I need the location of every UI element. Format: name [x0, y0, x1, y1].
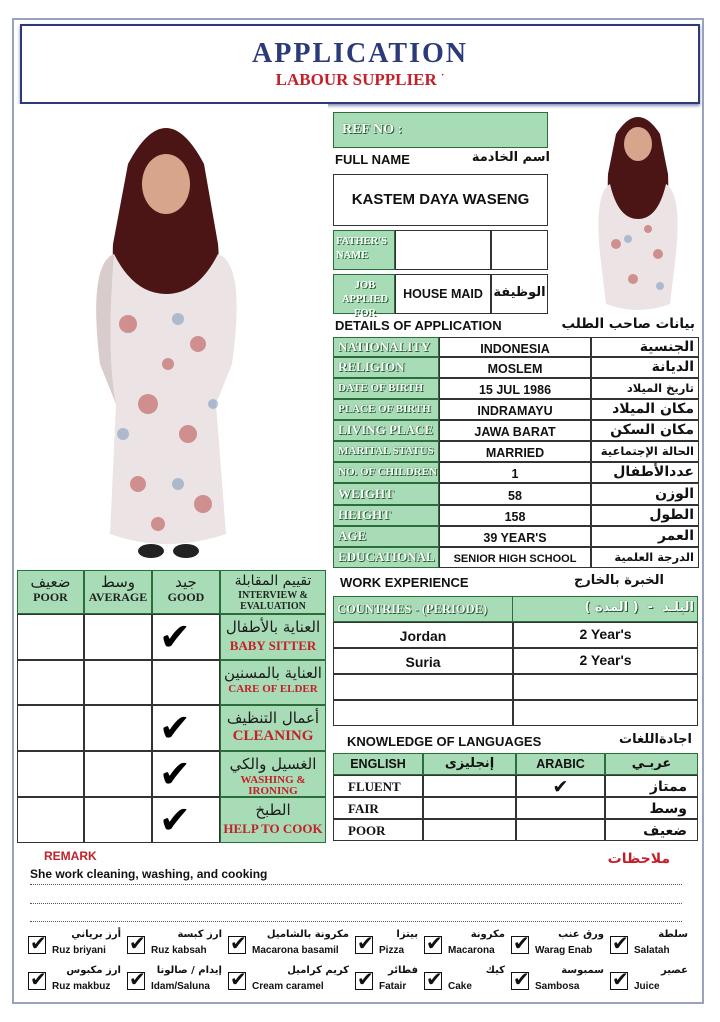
evaluation-skill-ar: العناية بالمسنين	[224, 664, 322, 682]
detail-label-ar: العمر	[591, 526, 699, 547]
job-label-ar-box	[491, 274, 548, 314]
details-title-ar: بيانات صاحب الطلب	[561, 316, 695, 332]
language-level-ar: ممتاز	[605, 775, 698, 797]
work-experience-title: WORK EXPERIENCE	[340, 575, 469, 590]
food-label-en: Salatah	[634, 945, 670, 956]
evaluation-skill-ar: الطبخ	[255, 801, 291, 819]
food-item[interactable]	[610, 964, 690, 998]
detail-label-ar: الدرجة العلمية	[591, 547, 699, 568]
detail-label-ar: مكان السكن	[591, 420, 699, 441]
evaluation-skill-en: CARE OF ELDER	[228, 683, 318, 695]
detail-label-ar: الطول	[591, 505, 699, 526]
language-arabic-cell	[516, 819, 605, 841]
language-header-english-ar: إنجليزى	[423, 753, 516, 775]
evaluation-cell	[17, 751, 84, 797]
check-mark-icon: ✔	[357, 967, 374, 991]
evaluation-cell	[84, 705, 152, 751]
languages-title-ar: اجادةاللغات	[619, 732, 692, 747]
food-checkbox[interactable]	[511, 931, 530, 955]
remark-line-2	[30, 903, 682, 904]
detail-row	[333, 420, 699, 441]
food-checkbox[interactable]	[355, 967, 374, 991]
check-mark-icon: ✔	[513, 931, 530, 955]
language-header-arabic-ar: عربـي	[605, 753, 698, 775]
food-label-en: Cake	[448, 981, 472, 992]
detail-label-ar: الديانة	[591, 357, 699, 378]
language-level: FLUENT	[333, 775, 423, 797]
ref-no-box	[333, 112, 548, 148]
food-item[interactable]	[424, 928, 507, 962]
check-mark-icon: ✔	[30, 967, 47, 991]
detail-value: SENIOR HIGH SCHOOL	[439, 547, 591, 568]
language-arabic-cell	[516, 797, 605, 819]
work-country: Suria	[333, 648, 513, 674]
languages-title: KNOWLEDGE OF LANGUAGES	[347, 734, 542, 749]
fathers-name-label: FATHER'S NAME	[336, 236, 387, 261]
work-experience-header-en: COUNTRIES - (PERIODE)	[337, 602, 488, 616]
detail-value: INDONESIA	[439, 337, 591, 357]
remark-line-3	[30, 921, 682, 922]
evaluation-header-en: POOR	[33, 590, 68, 604]
work-experience-title-ar: الخبرة بالخارج	[573, 573, 664, 588]
food-item[interactable]	[511, 964, 606, 998]
check-mark-icon: ✔	[230, 967, 247, 991]
detail-row	[333, 505, 699, 526]
details-title: DETAILS OF APPLICATION	[335, 318, 502, 333]
detail-row	[333, 462, 699, 483]
evaluation-cell	[84, 751, 152, 797]
detail-value: JAWA BARAT	[439, 420, 591, 441]
full-name-label: FULL NAME	[335, 152, 410, 167]
check-mark-icon: ✔	[230, 931, 247, 955]
food-label-ar: عصير	[661, 965, 688, 976]
check-mark-icon: ✔	[426, 931, 443, 955]
job-label-box	[333, 274, 395, 319]
detail-label-ar: الحالة الإجتماعية	[591, 441, 699, 462]
evaluation-table	[17, 570, 326, 845]
evaluation-skill-ar: الغسيل والكي	[229, 755, 317, 773]
evaluation-skill-en: CLEANING	[232, 728, 314, 744]
full-name-value: KASTEM DAYA WASENG	[351, 191, 530, 208]
food-label-en: Idam/Saluna	[151, 981, 210, 992]
language-english-cell	[423, 819, 516, 841]
evaluation-skill-en: BABY SITTER	[229, 638, 317, 653]
detail-row	[333, 378, 699, 399]
work-country	[333, 674, 513, 700]
check-mark-icon: ✔	[30, 931, 47, 955]
full-name-box	[333, 174, 548, 226]
food-item[interactable]	[511, 928, 606, 962]
food-label-en: Fatair	[379, 981, 407, 992]
food-item[interactable]	[127, 928, 224, 962]
food-label-en: Warag Enab	[535, 945, 593, 956]
food-label-ar: كريم كراميل	[287, 965, 349, 976]
evaluation-header-cell	[17, 570, 84, 614]
ref-no-label: REF NO :	[342, 122, 403, 137]
food-label-ar: سمبوسة	[561, 965, 604, 976]
detail-label: AGE	[333, 526, 439, 547]
food-checkbox[interactable]	[228, 931, 247, 955]
work-country: Jordan	[333, 622, 513, 648]
check-mark-icon: ✔	[159, 752, 191, 796]
food-label-ar: سلطة	[658, 929, 688, 940]
remark-text: She work cleaning, washing, and cooking	[30, 867, 268, 881]
detail-label: HEIGHT	[333, 505, 439, 526]
food-label-ar: أرز برياني	[71, 929, 121, 940]
evaluation-header-cell	[84, 570, 152, 614]
food-label-en: Ruz makbuz	[52, 981, 111, 992]
header-box	[20, 24, 700, 104]
evaluation-cell	[84, 797, 152, 843]
detail-label: EDUCATIONAL	[333, 547, 439, 568]
job-label: JOB APPLIED FOR	[341, 280, 389, 319]
evaluation-header-ar: تقييم المقابلة	[234, 573, 312, 589]
check-mark-icon: ✔	[129, 967, 146, 991]
detail-label-ar: تاريخ الميلاد	[591, 378, 699, 399]
food-item[interactable]	[228, 928, 351, 962]
food-checkbox[interactable]	[610, 967, 629, 991]
remark-label: REMARK	[44, 849, 97, 863]
detail-value: 158	[439, 505, 591, 526]
evaluation-skill-en: WASHING & IRONING	[240, 774, 306, 797]
food-checkbox[interactable]	[610, 931, 629, 955]
job-value: HOUSE MAID	[403, 287, 483, 301]
page-title: APPLICATION	[252, 38, 468, 69]
evaluation-cell	[152, 614, 220, 660]
detail-row	[333, 357, 699, 378]
evaluation-skill-cell	[220, 614, 326, 660]
detail-label: DATE OF BIRTH	[333, 378, 439, 399]
food-item[interactable]	[28, 928, 123, 962]
evaluation-skill-cell	[220, 751, 326, 797]
food-item[interactable]	[610, 928, 690, 962]
check-mark-icon: ✔	[159, 615, 191, 659]
detail-value: INDRAMAYU	[439, 399, 591, 420]
evaluation-cell	[152, 751, 220, 797]
food-label-ar: مكرونة بالشاميل	[266, 929, 349, 940]
detail-label: WEIGHT	[333, 483, 439, 505]
food-checkbox[interactable]	[127, 967, 146, 991]
food-checkbox[interactable]	[424, 931, 443, 955]
evaluation-header-ar: وسط	[100, 573, 136, 591]
evaluation-cell	[152, 797, 220, 843]
evaluation-cell	[17, 614, 84, 660]
fathers-name-value	[395, 230, 491, 270]
food-item[interactable]	[424, 964, 507, 998]
evaluation-skill-ar: العناية بالأطفال	[225, 618, 321, 636]
food-label-ar: ارز كبسة	[177, 929, 222, 940]
food-checkbox[interactable]	[511, 967, 530, 991]
full-body-photo	[18, 104, 328, 570]
detail-row	[333, 526, 699, 547]
evaluation-cell	[17, 705, 84, 751]
remark-line-1	[30, 884, 682, 885]
food-checkbox[interactable]	[424, 967, 443, 991]
portrait-photo	[588, 104, 688, 316]
evaluation-skill-en: HELP TO COOK	[223, 821, 323, 836]
food-item[interactable]	[355, 964, 420, 998]
evaluation-header-cell	[220, 570, 326, 614]
fathers-name-label-box	[333, 230, 395, 270]
food-label-ar: بيتزا	[396, 929, 418, 940]
food-label-ar: فطائر	[387, 965, 418, 976]
language-arabic-cell: ✔	[516, 775, 605, 797]
food-label-en: Macarona basamil	[252, 945, 339, 956]
evaluation-skill-ar: أعمال التنظيف	[226, 709, 320, 727]
food-label-en: Juice	[634, 981, 660, 992]
food-checkbox[interactable]	[28, 967, 47, 991]
food-checkbox[interactable]	[228, 967, 247, 991]
food-label-ar: مكرونة	[470, 929, 505, 940]
work-period	[513, 700, 698, 726]
food-item[interactable]	[127, 964, 224, 998]
evaluation-header-ar: جيد	[175, 573, 197, 591]
detail-value: 1	[439, 462, 591, 483]
evaluation-header-cell	[152, 570, 220, 614]
evaluation-skill-cell	[220, 660, 326, 705]
check-mark-icon: ✔	[159, 798, 191, 842]
detail-row	[333, 483, 699, 505]
language-english-cell	[423, 775, 516, 797]
evaluation-cell	[84, 660, 152, 705]
detail-label: NO. OF CHILDREN	[333, 462, 439, 483]
detail-label: MARITAL STATUS	[333, 441, 439, 462]
work-experience-header-ar: البلـد - ( المدة )	[584, 600, 694, 615]
food-item[interactable]	[355, 928, 420, 962]
evaluation-skill-cell	[220, 705, 326, 751]
check-mark-icon: ✔	[426, 967, 443, 991]
food-label-ar: إيدام / صالونا	[156, 965, 222, 976]
job-value-box	[395, 274, 491, 314]
remark-label-ar: ملاحظات	[607, 851, 670, 867]
food-grid	[28, 928, 698, 998]
language-level-ar: وسط	[605, 797, 698, 819]
evaluation-cell	[152, 705, 220, 751]
food-item[interactable]	[228, 964, 351, 998]
fathers-name-value-ar	[491, 230, 548, 270]
check-mark-icon: ✔	[129, 931, 146, 955]
check-mark-icon: ✔	[612, 931, 629, 955]
check-mark-icon: ✔	[513, 967, 530, 991]
language-level: POOR	[333, 819, 423, 841]
detail-value: 58	[439, 483, 591, 505]
evaluation-cell	[17, 660, 84, 705]
evaluation-cell	[84, 614, 152, 660]
detail-label: RELIGION	[333, 357, 439, 378]
food-label-ar: كيك	[485, 965, 505, 976]
food-label-ar: ورق عنب	[558, 929, 604, 940]
full-name-label-ar: اسم الخادمة	[471, 150, 550, 165]
language-english-cell	[423, 797, 516, 819]
language-level-ar: ضعيف	[605, 819, 698, 841]
food-label-en: Pizza	[379, 945, 405, 956]
evaluation-skill-cell	[220, 797, 326, 843]
food-label-en: Cream caramel	[252, 981, 324, 992]
food-label-en: Macarona	[448, 945, 495, 956]
work-experience-header-divider	[512, 597, 513, 621]
detail-value: 15 JUL 1986	[439, 378, 591, 399]
detail-label: PLACE OF BIRTH	[333, 399, 439, 420]
food-label-en: Sambosa	[535, 981, 580, 992]
food-label-ar: ارز مكبوس	[66, 965, 121, 976]
work-period	[513, 674, 698, 700]
detail-label: LIVING PLACE	[333, 420, 439, 441]
evaluation-cell	[17, 797, 84, 843]
detail-label: NATIONALITY	[333, 337, 439, 357]
work-country	[333, 700, 513, 726]
check-mark-icon: ✔	[612, 967, 629, 991]
evaluation-header-en: AVERAGE	[88, 590, 148, 604]
work-period: 2 Year's	[513, 648, 698, 674]
evaluation-cell	[152, 660, 220, 705]
detail-value: MARRIED	[439, 441, 591, 462]
detail-value: 39 YEAR'S	[439, 526, 591, 547]
detail-value: MOSLEM	[439, 357, 591, 378]
check-mark-icon: ✔	[357, 931, 374, 955]
work-experience-header	[333, 596, 698, 622]
evaluation-header-en: GOOD	[167, 590, 205, 604]
detail-row	[333, 441, 699, 462]
language-header-arabic: ARABIC	[516, 753, 605, 775]
detail-row	[333, 337, 699, 357]
language-level: FAIR	[333, 797, 423, 819]
detail-label-ar: الوزن	[591, 483, 699, 505]
food-checkbox[interactable]	[28, 931, 47, 955]
page-subtitle: LABOUR SUPPLIER ·	[275, 70, 445, 89]
food-item[interactable]	[28, 964, 123, 998]
food-checkbox[interactable]	[127, 931, 146, 955]
food-label-en: Ruz briyani	[52, 945, 106, 956]
language-header-english: ENGLISH	[333, 753, 423, 775]
detail-row	[333, 399, 699, 420]
check-mark-icon: ✔	[159, 706, 191, 750]
food-label-en: Ruz kabsah	[151, 945, 207, 956]
detail-label-ar: الجنسية	[591, 337, 699, 357]
detail-row	[333, 547, 699, 568]
evaluation-header-en: INTERVIEW & EVALUATION	[238, 590, 308, 612]
job-label-ar: الوظيفة	[493, 285, 546, 300]
work-period: 2 Year's	[513, 622, 698, 648]
detail-label-ar: عددالأطفال	[591, 462, 699, 483]
detail-label-ar: مكان الميلاد	[591, 399, 699, 420]
evaluation-header-ar: ضعيف	[30, 573, 71, 591]
food-checkbox[interactable]	[355, 931, 374, 955]
